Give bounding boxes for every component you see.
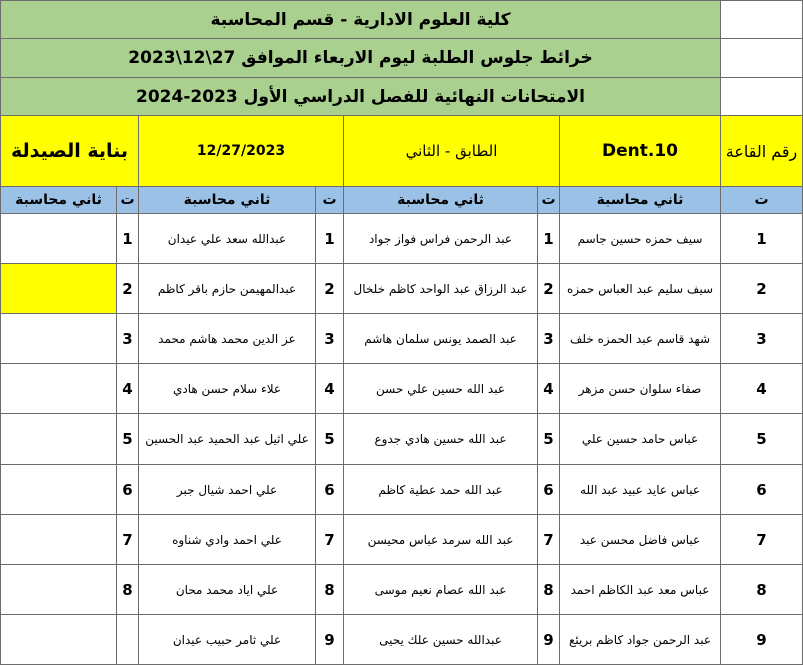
seq-cell-3: 8 — [316, 565, 344, 615]
seq-cell-1: 5 — [721, 414, 803, 465]
col4-cell — [0, 515, 117, 565]
col2-cell: عبد الصمد يونس سلمان هاشم — [344, 314, 538, 364]
seq-cell-3: 1 — [316, 214, 344, 264]
seq-header-2: ت — [538, 187, 560, 214]
header-seating-date: خرائط جلوس الطلبة ليوم الاربعاء الموافق 27\12\2023 — [0, 39, 721, 78]
col2-cell: عبد الله عصام نعيم موسى — [344, 565, 538, 615]
seq-cell-2: 3 — [538, 314, 560, 364]
seq-cell-4: 4 — [117, 364, 139, 414]
seq-cell-3: 7 — [316, 515, 344, 565]
col1-cell: صفاء سلوان حسن مزهر — [560, 364, 721, 414]
seq-cell-1: 2 — [721, 264, 803, 314]
col3-cell: عبدالمهيمن حازم باقر كاظم — [139, 264, 316, 314]
seq-cell-4: 2 — [117, 264, 139, 314]
header-blank-1 — [721, 0, 803, 39]
seq-cell-2: 7 — [538, 515, 560, 565]
col4-cell — [0, 414, 117, 465]
col3-cell: علي اياد محمد محان — [139, 565, 316, 615]
col1-cell: عبد الرحمن جواد كاظم بريئع — [560, 615, 721, 665]
floor-label: الطابق - الثاني — [344, 116, 560, 187]
seq-cell-4: 5 — [117, 414, 139, 465]
col4-cell — [0, 314, 117, 364]
seq-cell-2: 5 — [538, 414, 560, 465]
col1-header: ثاني محاسبة — [560, 187, 721, 214]
col1-cell: سيف حمزه حسين جاسم — [560, 214, 721, 264]
seq-cell-3: 3 — [316, 314, 344, 364]
col2-cell: عبد الله حمد عطية كاظم — [344, 465, 538, 515]
col4-cell — [0, 214, 117, 264]
col3-cell: عبدالله سعد علي عيدان — [139, 214, 316, 264]
seq-cell-4: 1 — [117, 214, 139, 264]
col2-cell: عبدالله حسين علك يحيى — [344, 615, 538, 665]
col1-cell: عباس عايد عبيد عبد الله — [560, 465, 721, 515]
seq-cell-4: 6 — [117, 465, 139, 515]
header-exams: الامتحانات النهائية للفصل الدراسي الأول 2023-2024 — [0, 78, 721, 116]
col1-cell: عباس معد عبد الكاظم احمد — [560, 565, 721, 615]
col3-cell: علاء سلام حسن هادي — [139, 364, 316, 414]
header-blank-2 — [721, 39, 803, 78]
seq-cell-2: 4 — [538, 364, 560, 414]
seq-cell-3: 6 — [316, 465, 344, 515]
col3-cell: علي احمد شيال جبر — [139, 465, 316, 515]
header-college: كلية العلوم الادارية - قسم المحاسبة — [0, 0, 721, 39]
seq-cell-3: 2 — [316, 264, 344, 314]
col4-cell — [0, 364, 117, 414]
col3-cell: عز الدين محمد هاشم محمد — [139, 314, 316, 364]
col4-cell — [0, 565, 117, 615]
seq-cell-4: 8 — [117, 565, 139, 615]
seq-cell-4 — [117, 615, 139, 665]
col2-cell: عبد الرحمن فراس فواز جواد — [344, 214, 538, 264]
col4-header: ثاني محاسبة — [0, 187, 117, 214]
room-label: رقم القاعة — [721, 116, 803, 187]
seq-cell-1: 7 — [721, 515, 803, 565]
col3-cell: علي ثامر حبيب عيدان — [139, 615, 316, 665]
col3-cell: علي احمد وادي شناوه — [139, 515, 316, 565]
seq-cell-4: 3 — [117, 314, 139, 364]
seq-cell-1: 9 — [721, 615, 803, 665]
col2-cell: عبد الله حسين علي حسن — [344, 364, 538, 414]
seq-cell-1: 1 — [721, 214, 803, 264]
seq-cell-2: 9 — [538, 615, 560, 665]
col2-cell: عبد الرزاق عبد الواحد كاظم خلخال — [344, 264, 538, 314]
col2-cell: عبد الله سرمد عباس محيسن — [344, 515, 538, 565]
building-name: بناية الصيدلة — [0, 116, 139, 187]
seq-cell-1: 4 — [721, 364, 803, 414]
seq-cell-4: 7 — [117, 515, 139, 565]
seq-header-1: ت — [721, 187, 803, 214]
seq-cell-2: 6 — [538, 465, 560, 515]
seq-cell-2: 1 — [538, 214, 560, 264]
col4-cell — [0, 465, 117, 515]
seq-header-4: ت — [117, 187, 139, 214]
col4-cell — [0, 264, 117, 314]
seq-cell-3: 5 — [316, 414, 344, 465]
seq-cell-1: 8 — [721, 565, 803, 615]
col3-cell: علي اثيل عبد الحميد عبد الحسين — [139, 414, 316, 465]
col3-header: ثاني محاسبة — [139, 187, 316, 214]
seq-cell-1: 3 — [721, 314, 803, 364]
seq-cell-1: 6 — [721, 465, 803, 515]
col2-cell: عبد الله حسين هادي جدوع — [344, 414, 538, 465]
seq-cell-3: 9 — [316, 615, 344, 665]
col2-header: ثاني محاسبة — [344, 187, 538, 214]
exam-date: 12/27/2023 — [139, 116, 344, 187]
header-blank-3 — [721, 78, 803, 116]
seq-header-3: ت — [316, 187, 344, 214]
seq-cell-3: 4 — [316, 364, 344, 414]
room-number: Dent.10 — [560, 116, 721, 187]
seq-cell-2: 8 — [538, 565, 560, 615]
col1-cell: سيف سليم عبد العباس حمزه — [560, 264, 721, 314]
col4-cell — [0, 615, 117, 665]
seq-cell-2: 2 — [538, 264, 560, 314]
col1-cell: شهد قاسم عبد الحمزه خلف — [560, 314, 721, 364]
col1-cell: عباس حامد حسين علي — [560, 414, 721, 465]
col1-cell: عباس فاضل محسن عبد — [560, 515, 721, 565]
